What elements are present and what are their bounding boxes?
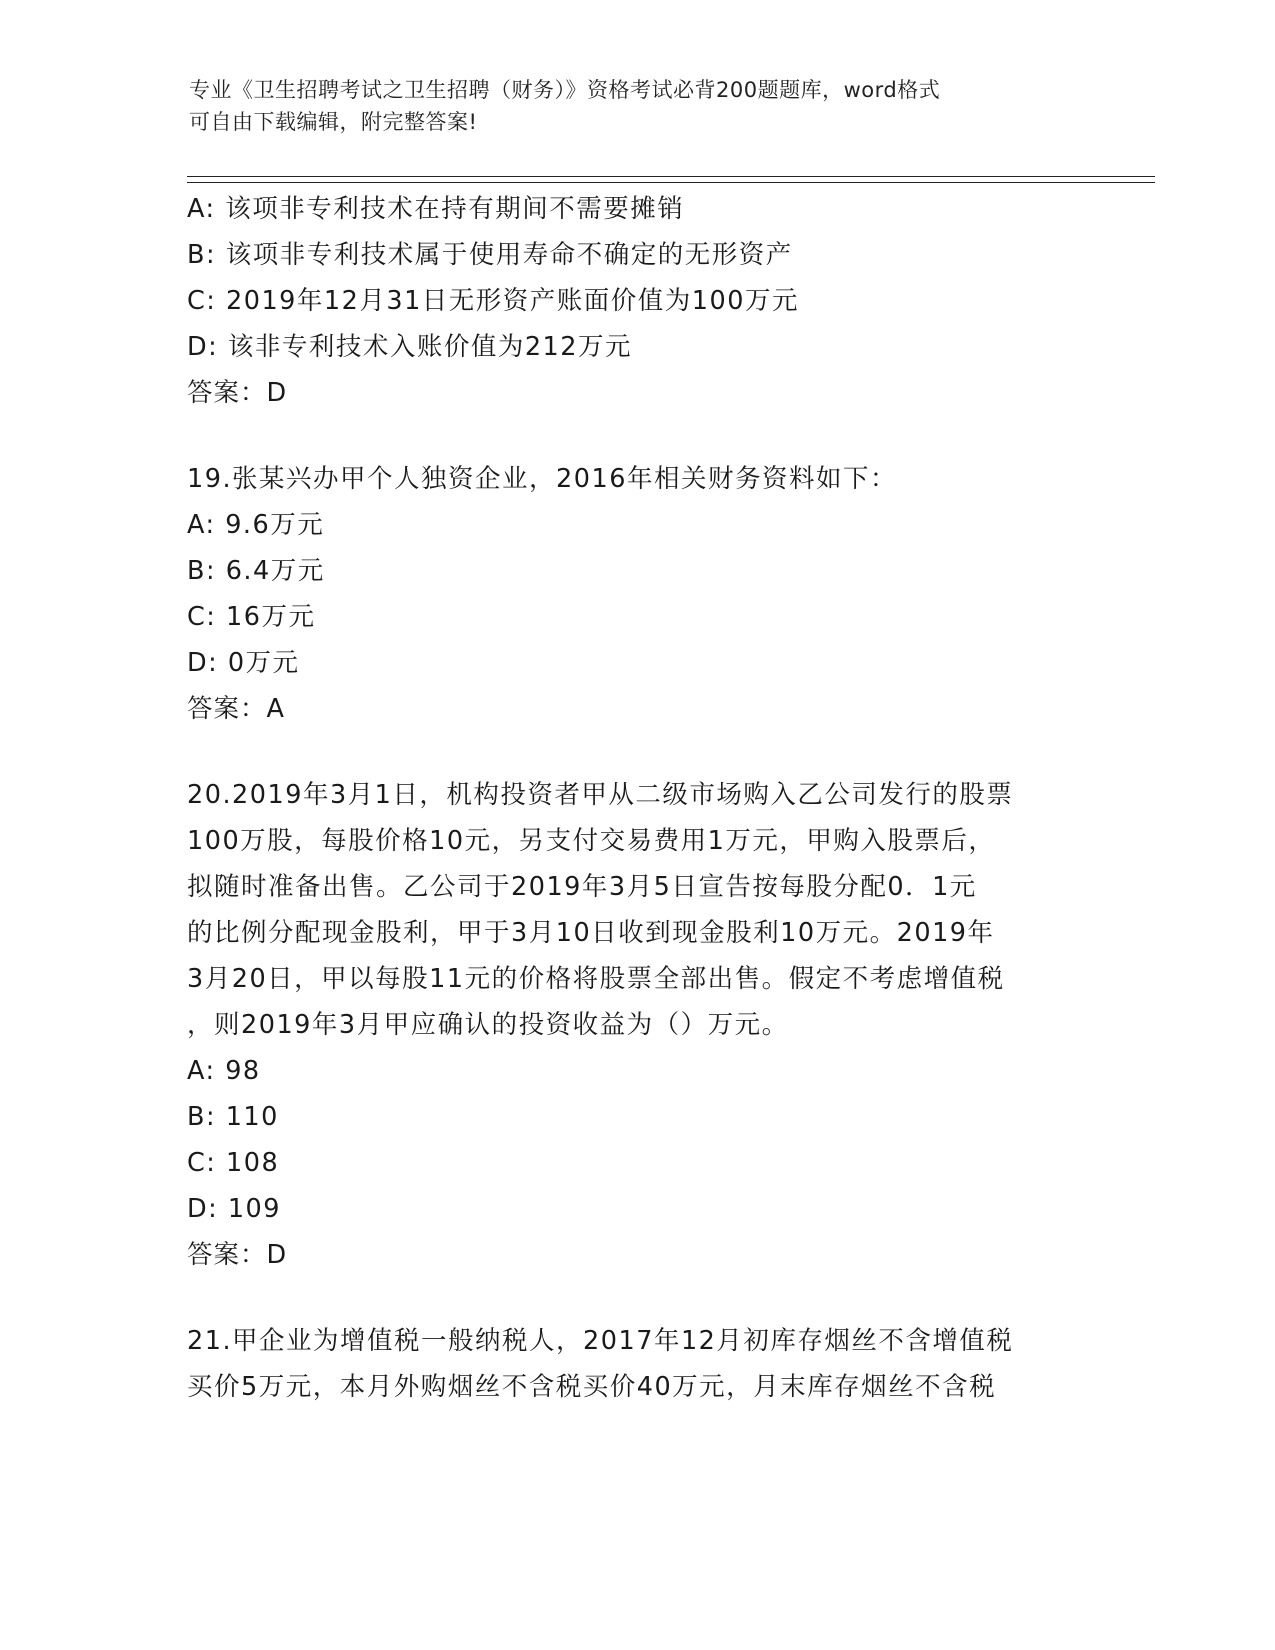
question-stem-line: 20.2019年3月1日，机构投资者甲从二级市场购入乙公司发行的股票	[187, 780, 1014, 810]
answer: 答案：A	[187, 694, 285, 724]
option-d: D: 0万元	[187, 648, 300, 678]
option-a: A: 该项非专利技术在持有期间不需要摊销	[187, 194, 685, 224]
question-20	[187, 772, 1087, 1278]
page-header	[189, 74, 1069, 138]
question-list	[187, 186, 1087, 1410]
question-stem-line: 21.甲企业为增值税一般纳税人，2017年12月初库存烟丝不含增值税	[187, 1326, 1014, 1356]
option-a: A: 98	[187, 1056, 261, 1086]
question-stem-line: 买价5万元，本月外购烟丝不含税买价40万元，月末库存烟丝不含税	[187, 1372, 997, 1402]
option-c: C: 108	[187, 1148, 280, 1178]
option-c: C: 2019年12月31日无形资产账面价值为100万元	[187, 286, 799, 316]
header-line-2: 可自由下载编辑，附完整答案!	[189, 110, 478, 134]
option-c: C: 16万元	[187, 602, 316, 632]
question-stem-line: 的比例分配现金股利，甲于3月10日收到现金股利10万元。2019年	[187, 918, 995, 948]
header-divider	[187, 176, 1155, 183]
option-a: A: 9.6万元	[187, 510, 325, 540]
option-b: B: 该项非专利技术属于使用寿命不确定的无形资产	[187, 240, 793, 270]
question-stem-line: 3月20日，甲以每股11元的价格将股票全部出售。假定不考虑增值税	[187, 964, 1005, 994]
question-19	[187, 456, 1087, 732]
option-d: D: 该非专利技术入账价值为212万元	[187, 332, 633, 362]
header-line-1: 专业《卫生招聘考试之卫生招聘（财务）》资格考试必背200题题库，word格式	[189, 78, 941, 102]
option-b: B: 6.4万元	[187, 556, 325, 586]
question-21	[187, 1318, 1087, 1410]
answer: 答案：D	[187, 1240, 288, 1270]
question-stem: 19.张某兴办甲个人独资企业，2016年相关财务资料如下：	[187, 464, 897, 494]
option-d: D: 109	[187, 1194, 282, 1224]
question-18	[187, 186, 1087, 416]
question-stem-line: 100万股，每股价格10元，另支付交易费用1万元，甲购入股票后，	[187, 826, 996, 856]
question-stem-line: 拟随时准备出售。乙公司于2019年3月5日宣告按每股分配0．1元	[187, 872, 977, 902]
answer: 答案：D	[187, 378, 288, 408]
question-stem-line: ，则2019年3月甲应确认的投资收益为（）万元。	[187, 1010, 789, 1040]
option-b: B: 110	[187, 1102, 279, 1132]
